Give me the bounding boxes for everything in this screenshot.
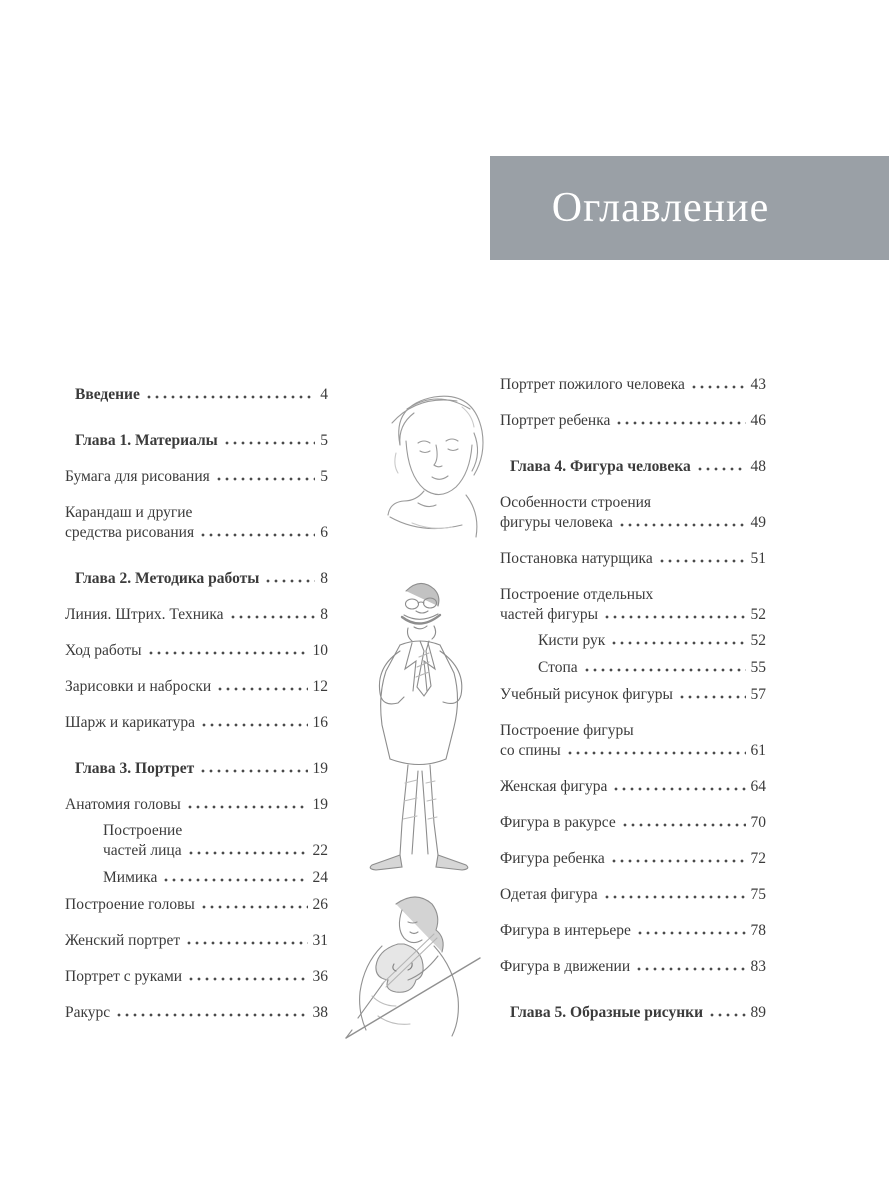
toc-page-number: 72 — [750, 850, 766, 867]
toc-entry-label: средства рисования — [65, 524, 195, 541]
toc-entry — [500, 813, 766, 833]
toc-entry-label: Введение — [75, 386, 140, 403]
dot-leader — [264, 579, 315, 583]
dot-leader — [200, 723, 308, 727]
toc-entry-line — [65, 641, 328, 661]
toc-column-left — [65, 375, 328, 1039]
toc-entry-line — [75, 569, 328, 589]
dot-leader — [708, 1013, 745, 1017]
toc-entry-label: Ракурс — [65, 1004, 111, 1021]
toc-entry-label: Зарисовки и наброски — [65, 678, 212, 695]
toc-entry — [65, 677, 328, 697]
toc-page-number: 70 — [750, 814, 766, 831]
dot-leader — [658, 559, 746, 563]
toc-entry-line — [65, 677, 328, 697]
toc-chapter-entry — [500, 1003, 766, 1023]
toc-entry — [65, 868, 328, 888]
toc-entry-label: Глава 1. Материалы — [75, 432, 218, 449]
toc-entry-line — [65, 931, 328, 951]
dot-leader — [185, 941, 307, 945]
toc-entry-label: Фигура в движении — [500, 958, 631, 975]
toc-entry-line — [500, 849, 766, 869]
dot-leader — [223, 441, 315, 445]
dot-leader — [635, 967, 745, 971]
toc-entry-line — [65, 467, 328, 487]
dot-leader — [615, 421, 745, 425]
toc-entry — [500, 549, 766, 569]
dot-leader — [186, 805, 308, 809]
toc-entry-label: Учебный рисунок фигуры — [500, 686, 673, 703]
toc-entry — [65, 503, 328, 543]
toc-entry-line — [75, 385, 328, 405]
dot-leader — [147, 651, 308, 655]
toc-entry-line — [500, 741, 766, 761]
toc-entry-line — [500, 885, 766, 905]
toc-entry-line — [65, 503, 328, 523]
toc-entry-label: со спины — [500, 742, 561, 759]
toc-entry-label: Фигура ребенка — [500, 850, 605, 867]
toc-entry-label: Глава 3. Портрет — [75, 760, 195, 777]
toc-entry-line — [500, 513, 766, 533]
toc-entry-label: Линия. Штрих. Техника — [65, 606, 224, 623]
toc-chapter-entry — [65, 759, 328, 779]
toc-entry-label: Женский портрет — [65, 932, 181, 949]
toc-entry-label: Фигура в ракурсе — [500, 814, 616, 831]
toc-entry — [500, 685, 766, 705]
toc-entry-label: Глава 4. Фигура человека — [510, 458, 691, 475]
toc-entry-line — [65, 967, 328, 987]
toc-entry-label: Особенности строения — [500, 494, 652, 511]
toc-entry-label: Построение головы — [65, 896, 195, 913]
toc-page-number: 26 — [312, 896, 328, 913]
toc-page-number: 24 — [312, 869, 328, 886]
toc-entry-line — [65, 795, 328, 815]
toc-entry-line — [500, 585, 766, 605]
dot-leader — [216, 687, 307, 691]
dot-leader — [187, 851, 308, 855]
toc-entry-line — [500, 813, 766, 833]
toc-chapter-entry — [65, 569, 328, 589]
toc-entry-label: Стопа — [538, 659, 578, 676]
toc-entry — [65, 795, 328, 815]
toc-entry-label: Карандаш и другие — [65, 504, 193, 521]
toc-entry-label: Портрет пожилого человека — [500, 376, 685, 393]
dot-leader — [566, 751, 746, 755]
toc-entry-label: Шарж и карикатура — [65, 714, 195, 731]
toc-entry — [65, 713, 328, 733]
toc-entry-label: Одетая фигура — [500, 886, 598, 903]
dot-leader — [621, 823, 746, 827]
dot-leader — [199, 769, 307, 773]
toc-page-number: 10 — [312, 642, 328, 659]
toc-entry — [65, 967, 328, 987]
toc-entry — [500, 375, 766, 395]
toc-entry-label: Построение отдельных — [500, 586, 654, 603]
toc-entry-label: Глава 5. Образные рисунки — [510, 1004, 704, 1021]
toc-entry-label: Ход работы — [65, 642, 142, 659]
child-portrait-sketch — [362, 383, 507, 551]
dot-leader — [215, 477, 315, 481]
dot-leader — [678, 695, 746, 699]
dot-leader — [200, 905, 308, 909]
caricature-man-sketch — [342, 573, 497, 878]
toc-entry-label: Глава 2. Методика работы — [75, 570, 260, 587]
toc-entry — [500, 493, 766, 533]
toc-entry-line — [103, 821, 328, 841]
toc-entry-line — [103, 868, 328, 888]
toc-entry-line — [500, 721, 766, 741]
toc-entry — [500, 658, 766, 678]
toc-entry-line — [65, 1003, 328, 1023]
toc-entry-line — [65, 895, 328, 915]
toc-page-number: 52 — [750, 606, 766, 623]
toc-page-number: 51 — [750, 550, 766, 567]
toc-entry-line — [75, 431, 328, 451]
toc-entry-line — [500, 921, 766, 941]
toc-entry-label: Построение фигуры — [500, 722, 634, 739]
page-title: Оглавление — [551, 185, 770, 231]
dot-leader — [199, 533, 315, 537]
toc-page-number: 5 — [320, 468, 328, 485]
toc-entry-label: Мимика — [103, 869, 158, 886]
toc-entry-label: Фигура в интерьере — [500, 922, 631, 939]
dot-leader — [583, 668, 746, 672]
toc-page-number: 5 — [320, 432, 328, 449]
toc-entry-label: фигуры человека — [500, 514, 613, 531]
toc-page-number: 46 — [750, 412, 766, 429]
toc-entry — [500, 721, 766, 761]
violinist-sketch — [338, 886, 488, 1051]
toc-entry-line — [75, 759, 328, 779]
toc-column-right — [500, 375, 766, 1039]
toc-entry — [65, 1003, 328, 1023]
toc-page-number: 6 — [320, 524, 328, 541]
toc-entry-line — [538, 658, 766, 678]
dot-leader — [187, 977, 307, 981]
toc-entry-label: частей фигуры — [500, 606, 598, 623]
toc-entry-label: Анатомия головы — [65, 796, 181, 813]
toc-page-number: 8 — [320, 606, 328, 623]
toc-entry — [500, 777, 766, 797]
dot-leader — [610, 859, 746, 863]
toc-page-number: 49 — [750, 514, 766, 531]
toc-entry-label: Женская фигура — [500, 778, 608, 795]
toc-page-number: 78 — [750, 922, 766, 939]
toc-entry-label: Кисти рук — [538, 632, 606, 649]
toc-page-number: 55 — [750, 659, 766, 676]
toc-chapter-entry — [65, 431, 328, 451]
dot-leader — [610, 641, 745, 645]
toc-entry — [500, 631, 766, 651]
toc-page-number: 31 — [312, 932, 328, 949]
toc-entry-label: Бумага для рисования — [65, 468, 210, 485]
toc-entry-line — [500, 549, 766, 569]
toc-entry-line — [500, 375, 766, 395]
toc-entry-line — [500, 685, 766, 705]
toc-entry-label: Построение — [103, 822, 183, 839]
toc-entry-line — [500, 605, 766, 625]
toc-page-number: 16 — [312, 714, 328, 731]
dot-leader — [115, 1013, 307, 1017]
dot-leader — [612, 787, 745, 791]
dot-leader — [636, 931, 746, 935]
dot-leader — [618, 523, 746, 527]
toc-entry — [65, 821, 328, 861]
toc-page-number: 12 — [312, 678, 328, 695]
toc-entry-line — [103, 841, 328, 861]
toc-page-number: 83 — [750, 958, 766, 975]
toc-entry-label: Портрет ребенка — [500, 412, 611, 429]
toc-page-number: 4 — [320, 386, 328, 403]
toc-page-number: 89 — [750, 1004, 766, 1021]
toc-entry-line — [65, 713, 328, 733]
toc-entry-line — [500, 493, 766, 513]
toc-page-number: 52 — [750, 632, 766, 649]
toc-chapter-entry — [500, 457, 766, 477]
toc-page-number: 57 — [750, 686, 766, 703]
toc-page-number: 22 — [312, 842, 328, 859]
toc-page-number: 38 — [312, 1004, 328, 1021]
dot-leader — [145, 395, 315, 399]
toc-page-number: 43 — [750, 376, 766, 393]
toc-entry-line — [65, 523, 328, 543]
toc-entry-line — [500, 411, 766, 431]
toc-entry — [65, 605, 328, 625]
toc-entry — [500, 957, 766, 977]
toc-entry — [65, 895, 328, 915]
toc-page-number: 8 — [320, 570, 328, 587]
toc-entry — [65, 931, 328, 951]
toc-entry — [65, 641, 328, 661]
dot-leader — [696, 467, 746, 471]
toc-page-number: 48 — [750, 458, 766, 475]
toc-entry-line — [500, 957, 766, 977]
toc-entry-line — [500, 777, 766, 797]
toc-entry-label: Портрет с руками — [65, 968, 183, 985]
toc-page-number: 61 — [750, 742, 766, 759]
toc-entry-line — [538, 631, 766, 651]
toc-page-number: 19 — [312, 760, 328, 777]
toc-page-number: 36 — [312, 968, 328, 985]
toc-chapter-entry — [65, 385, 328, 405]
toc-page-number: 75 — [750, 886, 766, 903]
toc-entry — [500, 411, 766, 431]
toc-entry — [500, 849, 766, 869]
toc-entry — [65, 467, 328, 487]
toc-page-number: 19 — [312, 796, 328, 813]
dot-leader — [603, 615, 746, 619]
dot-leader — [690, 385, 746, 389]
dot-leader — [162, 878, 307, 882]
toc-entry-line — [510, 1003, 766, 1023]
toc-entry — [500, 885, 766, 905]
toc-entry — [500, 921, 766, 941]
toc-entry-line — [65, 605, 328, 625]
dot-leader — [603, 895, 746, 899]
toc-page-number: 64 — [750, 778, 766, 795]
toc-entry-label: частей лица — [103, 842, 182, 859]
toc-entry-line — [510, 457, 766, 477]
chapter-banner — [490, 156, 889, 260]
toc-entry — [500, 585, 766, 625]
toc-entry-label: Постановка натурщика — [500, 550, 653, 567]
dot-leader — [229, 615, 316, 619]
